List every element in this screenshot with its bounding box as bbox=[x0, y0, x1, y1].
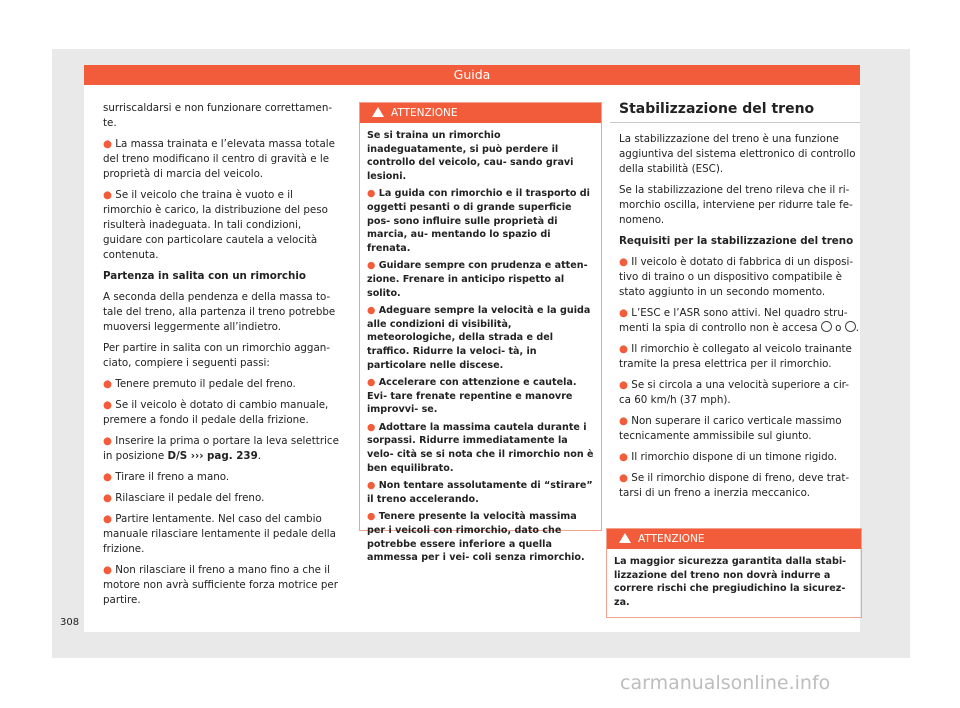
bullet-icon: ● bbox=[103, 492, 112, 504]
column-right bbox=[619, 132, 859, 507]
bullet-icon: ● bbox=[619, 451, 628, 463]
page-number: 308 bbox=[60, 617, 80, 628]
bullet-icon: ● bbox=[103, 435, 112, 447]
bullet-icon: ● bbox=[103, 513, 112, 525]
warning-item: ● La guida con rimorchio e il trasporto di oggetti pesanti o di grande superficie pos- sono influire sulle proprietà di marcia, au- mentando lo spazio di frenata. bbox=[367, 188, 590, 254]
warning-item: ● Tenere presente la velocità massima per i veicoli con rimorchio, dato che potrebbe essere inferiore a quella ammessa per i vei- coli senza rimorchio. bbox=[367, 511, 585, 564]
list-item: ● Non superare il carico verticale massimo tecnicamente ammissibile sul giunto. bbox=[619, 415, 842, 442]
bullet-icon: ● bbox=[619, 256, 628, 268]
section-title: Stabilizzazione del treno bbox=[619, 101, 815, 117]
bullet-icon: ● bbox=[619, 343, 628, 355]
list-item: ● Se si circola a una velocità superiore a cir- ca 60 km/h (37 mph). bbox=[619, 379, 849, 406]
paragraph: surriscaldarsi e non funzionare correttamen- te. bbox=[103, 102, 333, 129]
paragraph: Per partire in salita con un rimorchio aggan- ciato, compiere i seguenti passi: bbox=[103, 342, 331, 369]
paragraph: Se la stabilizzazione del treno rileva che il ri- morchio oscilla, interviene per ridurre tale fe- nomeno. bbox=[619, 184, 853, 226]
warning-body bbox=[360, 123, 601, 565]
warning-body bbox=[607, 549, 861, 609]
watermark: carmanualsonline.info bbox=[620, 672, 831, 694]
warning-item: ● Accelerare con attenzione e cautela. Evi- tare frenate repentine e manovre improvvi- se. bbox=[367, 377, 577, 416]
list-item: ● Il rimorchio dispone di un timone rigido. bbox=[619, 451, 838, 463]
bullet-icon: ● bbox=[619, 307, 628, 319]
bullet-icon: ● bbox=[619, 379, 628, 391]
paragraph: A seconda della pendenza e della massa to- tale del treno, alla partenza il treno potrebbe muoversi leggermente all’indietro. bbox=[103, 291, 336, 333]
bullet-icon: ● bbox=[103, 399, 112, 411]
list-item: ● Tenere premuto il pedale del freno. bbox=[103, 378, 296, 390]
page-reference-link[interactable]: D/S ››› pag. 239 bbox=[167, 450, 258, 462]
bullet-icon: ● bbox=[103, 471, 112, 483]
list-item: ● Tirare il freno a mano. bbox=[103, 471, 230, 483]
chapter-header: Guida bbox=[84, 65, 860, 85]
paragraph: La stabilizzazione del treno è una funzione aggiuntiva del sistema elettronico di controllo della stabilità (ESC). bbox=[619, 133, 856, 175]
list-item: ● Il veicolo è dotato di fabbrica di un disposi- tivo di traino o un dispositivo compatibile è stato aggiunto in un secondo momento. bbox=[619, 256, 854, 298]
list-item: ● Se il veicolo è dotato di cambio manuale, premere a fondo il pedale della frizione. bbox=[103, 399, 329, 426]
bullet-icon: ● bbox=[367, 377, 376, 389]
list-item: ● Se il veicolo che traina è vuoto e il rimorchio è carico, la distribuzione del peso risulterà inadeguata. In tali condizioni, guidare con particolare cautela a velocità contenuta. bbox=[103, 189, 328, 261]
bullet-icon: ● bbox=[103, 378, 112, 390]
warning-header: ATTENZIONE bbox=[360, 103, 601, 123]
list-item: ● Rilasciare il pedale del freno. bbox=[103, 492, 265, 504]
warning-header: ATTENZIONE bbox=[607, 529, 861, 549]
list-item: ● La massa trainata e l’elevata massa totale del treno modificano il centro di gravità e le proprietà di marcia del veicolo. bbox=[103, 138, 335, 180]
list-item: ● Non rilasciare il freno a mano fino a che il motore non avrà sufficiente forza motrice per partire. bbox=[103, 564, 338, 606]
warning-item: ● Guidare sempre con prudenza e atten- zione. Frenare in anticipo rispetto al solito. bbox=[367, 260, 588, 299]
bullet-icon: ● bbox=[367, 511, 376, 523]
warning-item: ● Adottare la massima cautela durante i sorpassi. Ridurre immediatamente la velo- cità se si nota che il rimorchio non è ben equilibrato. bbox=[367, 421, 594, 474]
list-item: ● L’ESC e l’ASR sono attivi. Nel quadro stru- menti la spia di controllo non è accesa o . bbox=[619, 307, 859, 334]
warning-intro: Se si traina un rimorchio inadeguatamente, si può perdere il controllo del veicolo, cau- sando gravi lesioni. bbox=[367, 130, 574, 182]
warning-triangle-icon bbox=[372, 107, 384, 117]
section-heading: Requisiti per la stabilizzazione del treno bbox=[619, 235, 854, 247]
warning-triangle-icon bbox=[619, 533, 631, 543]
list-item: ● Se il rimorchio dispone di freno, deve trat- tarsi di un freno a inerzia meccanico. bbox=[619, 472, 850, 499]
warning-box bbox=[606, 528, 862, 618]
bullet-icon: ● bbox=[367, 260, 376, 272]
warning-box bbox=[359, 102, 602, 564]
bullet-icon: ● bbox=[619, 415, 628, 427]
bullet-icon: ● bbox=[619, 472, 628, 484]
column-left bbox=[103, 101, 343, 614]
list-item: ● Inserire la prima o portare la leva selettrice in posizione D/S ››› pag. 239. bbox=[103, 435, 339, 462]
list-item: ● Partire lentamente. Nel caso del cambio manuale rilasciare lentamente il pedale della frizione. bbox=[103, 513, 336, 555]
bullet-icon: ● bbox=[367, 480, 376, 492]
bullet-icon: ● bbox=[367, 421, 376, 433]
bullet-icon: ● bbox=[103, 189, 112, 201]
bullet-icon: ● bbox=[103, 564, 112, 576]
section-heading: Partenza in salita con un rimorchio bbox=[103, 270, 306, 282]
warning-item: ● Non tentare assolutamente di “stirare” il treno accelerando. bbox=[367, 480, 593, 505]
warning-text: La maggior sicurezza garantita dalla stabi- lizzazione del treno non dovrà indurre a correre rischi che pregiudichino la sicurez- za. bbox=[614, 556, 847, 608]
esc-warning-lamp-icon bbox=[821, 321, 832, 332]
divider bbox=[610, 122, 860, 123]
bullet-icon: ● bbox=[103, 138, 112, 150]
esc-off-lamp-icon bbox=[845, 321, 856, 332]
warning-item: ● Adeguare sempre la velocità e la guida alle condizioni di visibilità, meteorologiche, della strada e del traffico. Ridurre la veloci- tà, in particolare nelle discese. bbox=[367, 305, 591, 371]
bullet-icon: ● bbox=[367, 305, 376, 317]
bullet-icon: ● bbox=[367, 188, 376, 200]
list-item: ● Il rimorchio è collegato al veicolo trainante tramite la presa elettrica per il rimorchio. bbox=[619, 343, 852, 370]
